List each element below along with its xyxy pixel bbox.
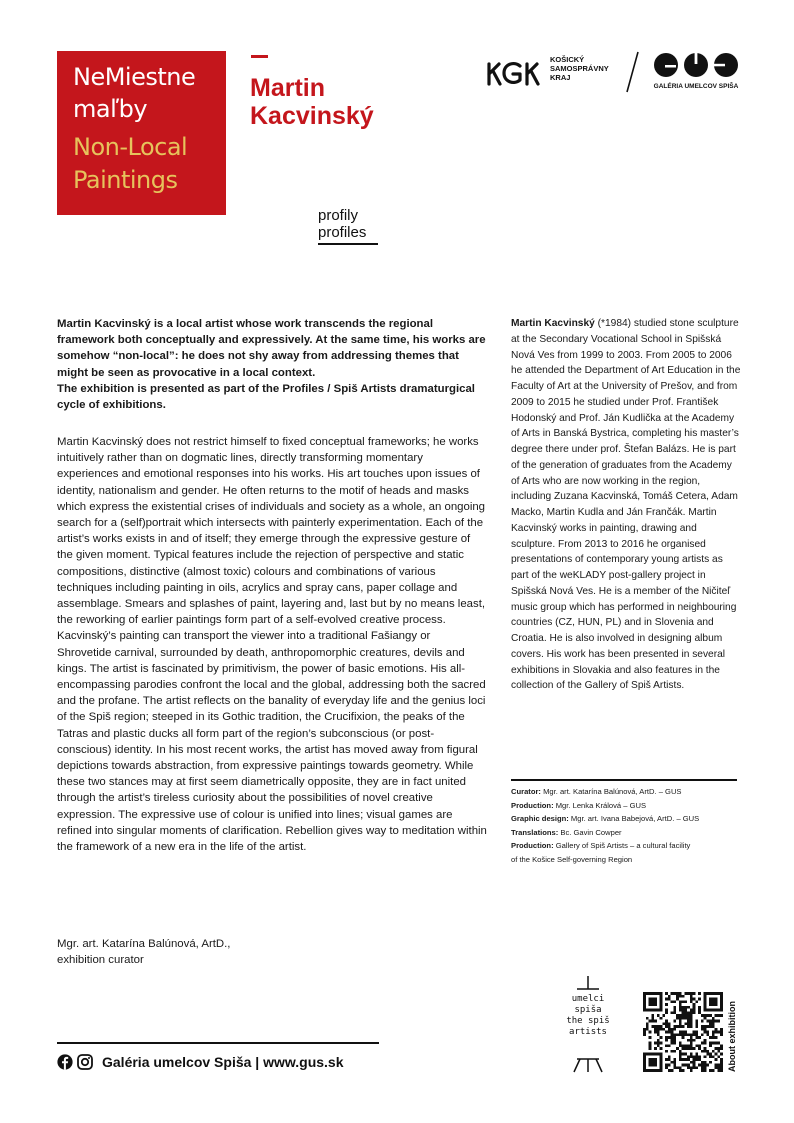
profiles-label-slovak: profily: [318, 207, 359, 224]
credit-line: Graphic design: Mgr. art. Ivana Babejová, ArtD. – GUS: [511, 814, 700, 823]
logo-divider-slash: [625, 50, 641, 94]
profiles-label-english: profiles: [318, 224, 367, 241]
qr-code-icon[interactable]: [643, 992, 723, 1072]
facebook-icon[interactable]: [57, 1054, 73, 1070]
title-slovak-line-2: maľby: [73, 95, 148, 123]
umelci-text-line: artists: [569, 1027, 607, 1037]
curator-signature: [57, 936, 357, 968]
artist-name: [250, 74, 430, 130]
exhibition-title-block: [57, 51, 226, 215]
gus-logo-icon: [653, 52, 739, 78]
credits-divider: [511, 779, 737, 781]
umelci-text-line: umelci: [571, 994, 605, 1004]
ksk-logo-text: [550, 55, 609, 82]
profiles-underline: [318, 243, 378, 245]
artist-first-name: Martin: [250, 74, 325, 102]
ksk-text-line-2: SAMOSPRÁVNY: [550, 64, 609, 73]
gus-logo-caption: GALÉRIA UMELCOV SPIŠA: [653, 83, 739, 90]
intro-paragraph: The exhibition is presented as part of the Profiles / Spiš Artists dramaturgical cycle of exhibitions.: [57, 382, 475, 412]
bio-text: (*1984) studied stone sculpture at the Secondary Vocational School in Spišská Nová Ves from 1999 to 2003. From 2005 to 2006 he attended the Department of Art Education in the Faculty of Art at the University of Prešov, and from 2009 to 2015 he studied under Prof. František Hodonský and Prof. Ján Kudlička at the Academy of Arts in Banská Bystrica, completing his master’s degree there under prof. Štefan Balázs. He is part of the generation of graduates from the Academy of Arts who are now working in the region, including Zuzana Kacvinská, Tomáš Cetera, Adam Macko, Martin Kudla and Ján Frančák. Martin Kacvinský works in painting, drawing and sculpture. From 2013 to 2016 he organised presentations of contemporary young artists as part of the weKLADY post-gallery project in Spišská Nová Ves. He is a member of the Ničiteľ music group which has performed in neighbouring countries (CZ, HUN, PL) and in Slovenia and Croatia. He is also involved in designing album covers. His work has been presented in several exhibitions in Slovakia and also features in the collection of the Gallery of Spiš Artists.: [511, 318, 741, 692]
curator-name: Mgr. art. Katarína Balúnová, ArtD.,: [57, 938, 231, 950]
ksk-text-line-1: KOŠICKÝ: [550, 55, 585, 64]
profiles-label: [318, 207, 366, 241]
umelci-text-line: the spiš: [566, 1016, 610, 1026]
credit-line: Curator: Mgr. art. Katarína Balúnová, ArtD. – GUS: [511, 787, 682, 796]
credit-line: Translations: Bc. Gavin Cowper: [511, 827, 622, 837]
artist-last-name: Kacvinský: [250, 102, 374, 130]
footer-divider: [57, 1042, 379, 1044]
credit-line: Production: Gallery of Spiš Artists – a cultural facility: [511, 841, 691, 850]
ksk-text-line-3: KRAJ: [550, 73, 571, 82]
artist-accent-bar: [251, 55, 268, 58]
intro-text: [57, 316, 487, 413]
footer-gallery-link[interactable]: Galéria umelcov Spiša | www.gus.sk: [102, 1054, 344, 1070]
title-slovak-line-1: NeMiestne: [73, 63, 196, 91]
umelci-text-line: spiša: [574, 1005, 602, 1015]
intro-paragraph: Martin Kacvinský is a local artist whose work transcends the regional framework both conceptually and expressively. At the same time, his works are somehow “non-local”: he does not shy away from addressing themes that might be seen as provocative in a local context.: [57, 318, 486, 379]
credit-line: Production: Mgr. Lenka Králová – GUS: [511, 800, 647, 810]
main-essay-text: Martin Kacvinský does not restrict himself to fixed conceptual frameworks; he works intuitively rather than on dogmatic lines, directly transforming momentary experiences and emotional responses into his works. His art touches upon issues of identity, nationalism and gender. He often returns to the motif of heads and masks which express the existential crises of individuals and society as a whole, an ongoing search for a (self)portrait which intersects with painterly experimentation. Each of the artist’s works exists in and of itself; they emerge through the expressive gesture of the given moment. Typical features include the rejection of perspective and static compositions, distinctive (almost toxic) colours and combinations of various techniques including painting in oils, acrylics and spray cans, paper collage and assemblage. Smears and splashes of paint, layering and, last but by no means least, the reworking of earlier paintings form part of a self-evolved creative process. Kacvinský’s painting can transport the viewer into a traditional Fašiangy or Shrovetide carnival, surrounded by death, anthropomorphic creatures, devils and kings. The artist is fascinated by primitivism, the power of basic emotions. His all-encompassing parodies confront the local and the global, addressing both the sacred and the profane. The artist reflects on the banality of everyday life and the genius loci of the Spiš region; steeped in its Gothic tradition, the Crucifixion, the peaks of the Tatras and plastic ducks all form part of the region’s subconscious (or post-conscious) identity. In his most recent works, the artist has moved away from figural depictions towards abstraction, from expressive paintings towards geometry. While these two stances may at first seem diametrically opposite, they are in fact united through the artist’s tireless curiosity about the possibilities of novel creative expression. The expressive use of colour is unified into lines; visual games are refined into singular moments of clarification. Rebellion gives way to meditation within the framework of a new era in the life of the artist.: [57, 436, 487, 854]
umelci-spisa-logo-text: [558, 994, 618, 1038]
bio-artist-name: Martin Kacvinský: [511, 318, 595, 329]
footer: [57, 1052, 344, 1072]
artist-bio: [511, 316, 741, 694]
credits-list: [511, 785, 751, 866]
title-english-line-1: Non-Local: [73, 133, 188, 161]
instagram-icon[interactable]: [77, 1054, 93, 1070]
credit-line: of the Košice Self-governing Region: [511, 854, 633, 864]
curator-role: exhibition curator: [57, 954, 144, 967]
title-english-line-2: Paintings: [73, 166, 178, 194]
about-exhibition-label: About exhibition: [727, 1001, 737, 1072]
